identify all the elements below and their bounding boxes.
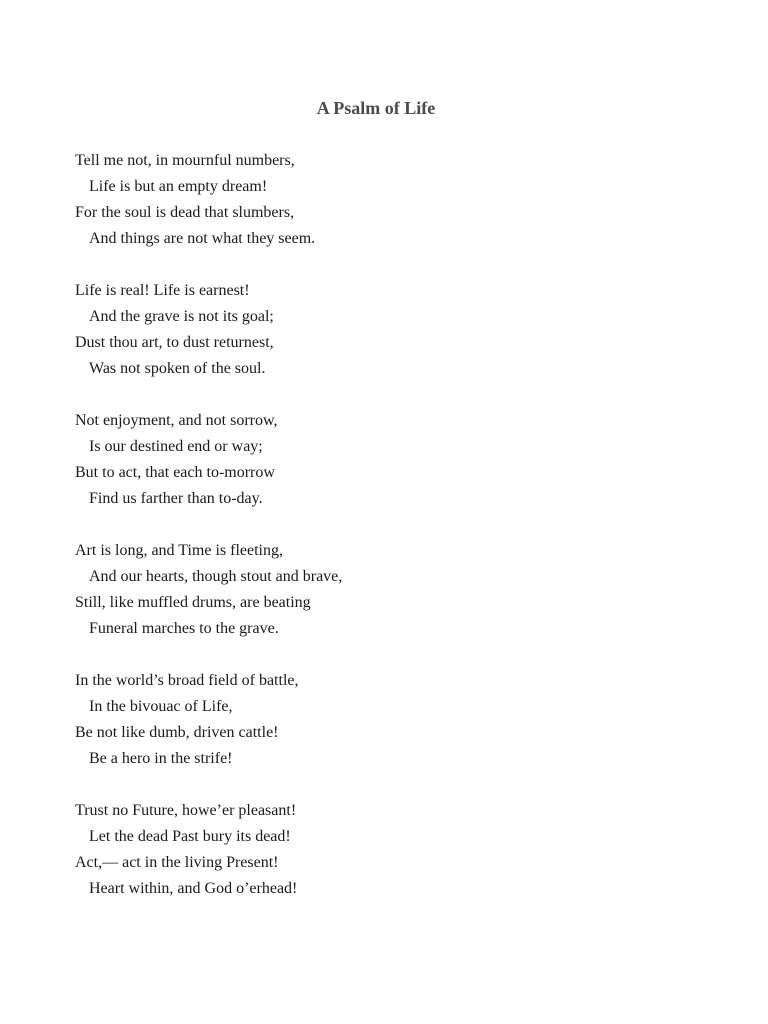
poem-line: But to act, that each to-morrow	[75, 464, 275, 481]
poem-line: Be not like dumb, driven cattle!	[75, 724, 279, 741]
stanza	[75, 408, 675, 512]
poem-line: Life is real! Life is earnest!	[75, 282, 250, 299]
poem-line: Still, like muffled drums, are beating	[75, 594, 311, 611]
poem-line: Not enjoyment, and not sorrow,	[75, 412, 278, 429]
poem-line: Act,— act in the living Present!	[75, 854, 279, 871]
poem-line: Dust thou art, to dust returnest,	[75, 334, 274, 351]
poem-line: Is our destined end or way;	[89, 438, 263, 455]
stanza	[75, 278, 675, 382]
poem-line: In the world’s broad field of battle,	[75, 672, 299, 689]
poem-line: Tell me not, in mournful numbers,	[75, 152, 295, 169]
poem-line: Was not spoken of the soul.	[89, 360, 266, 377]
poem-line: Heart within, and God o’erhead!	[89, 880, 298, 897]
poem-line: And the grave is not its goal;	[89, 308, 274, 325]
poem-line: And things are not what they seem.	[89, 230, 316, 247]
poem-line: Funeral marches to the grave.	[89, 620, 279, 637]
poem-line: And our hearts, though stout and brave,	[89, 568, 343, 585]
stanza	[75, 668, 675, 772]
poem-line: In the bivouac of Life,	[89, 698, 233, 715]
stanza	[75, 148, 675, 252]
poem-line: Life is but an empty dream!	[89, 178, 268, 195]
poem-line: Art is long, and Time is fleeting,	[75, 542, 283, 559]
stanza	[75, 798, 675, 902]
poem-title: A Psalm of Life	[316, 98, 436, 118]
poem-line: Find us farther than to-day.	[89, 490, 263, 507]
stanza	[75, 538, 675, 642]
poem-line: Trust no Future, howe’er pleasant!	[75, 802, 297, 819]
poem-line: For the soul is dead that slumbers,	[75, 204, 295, 221]
poem-line: Be a hero in the strife!	[89, 750, 233, 767]
poem-body	[75, 148, 675, 928]
poem-line: Let the dead Past bury its dead!	[89, 828, 291, 845]
